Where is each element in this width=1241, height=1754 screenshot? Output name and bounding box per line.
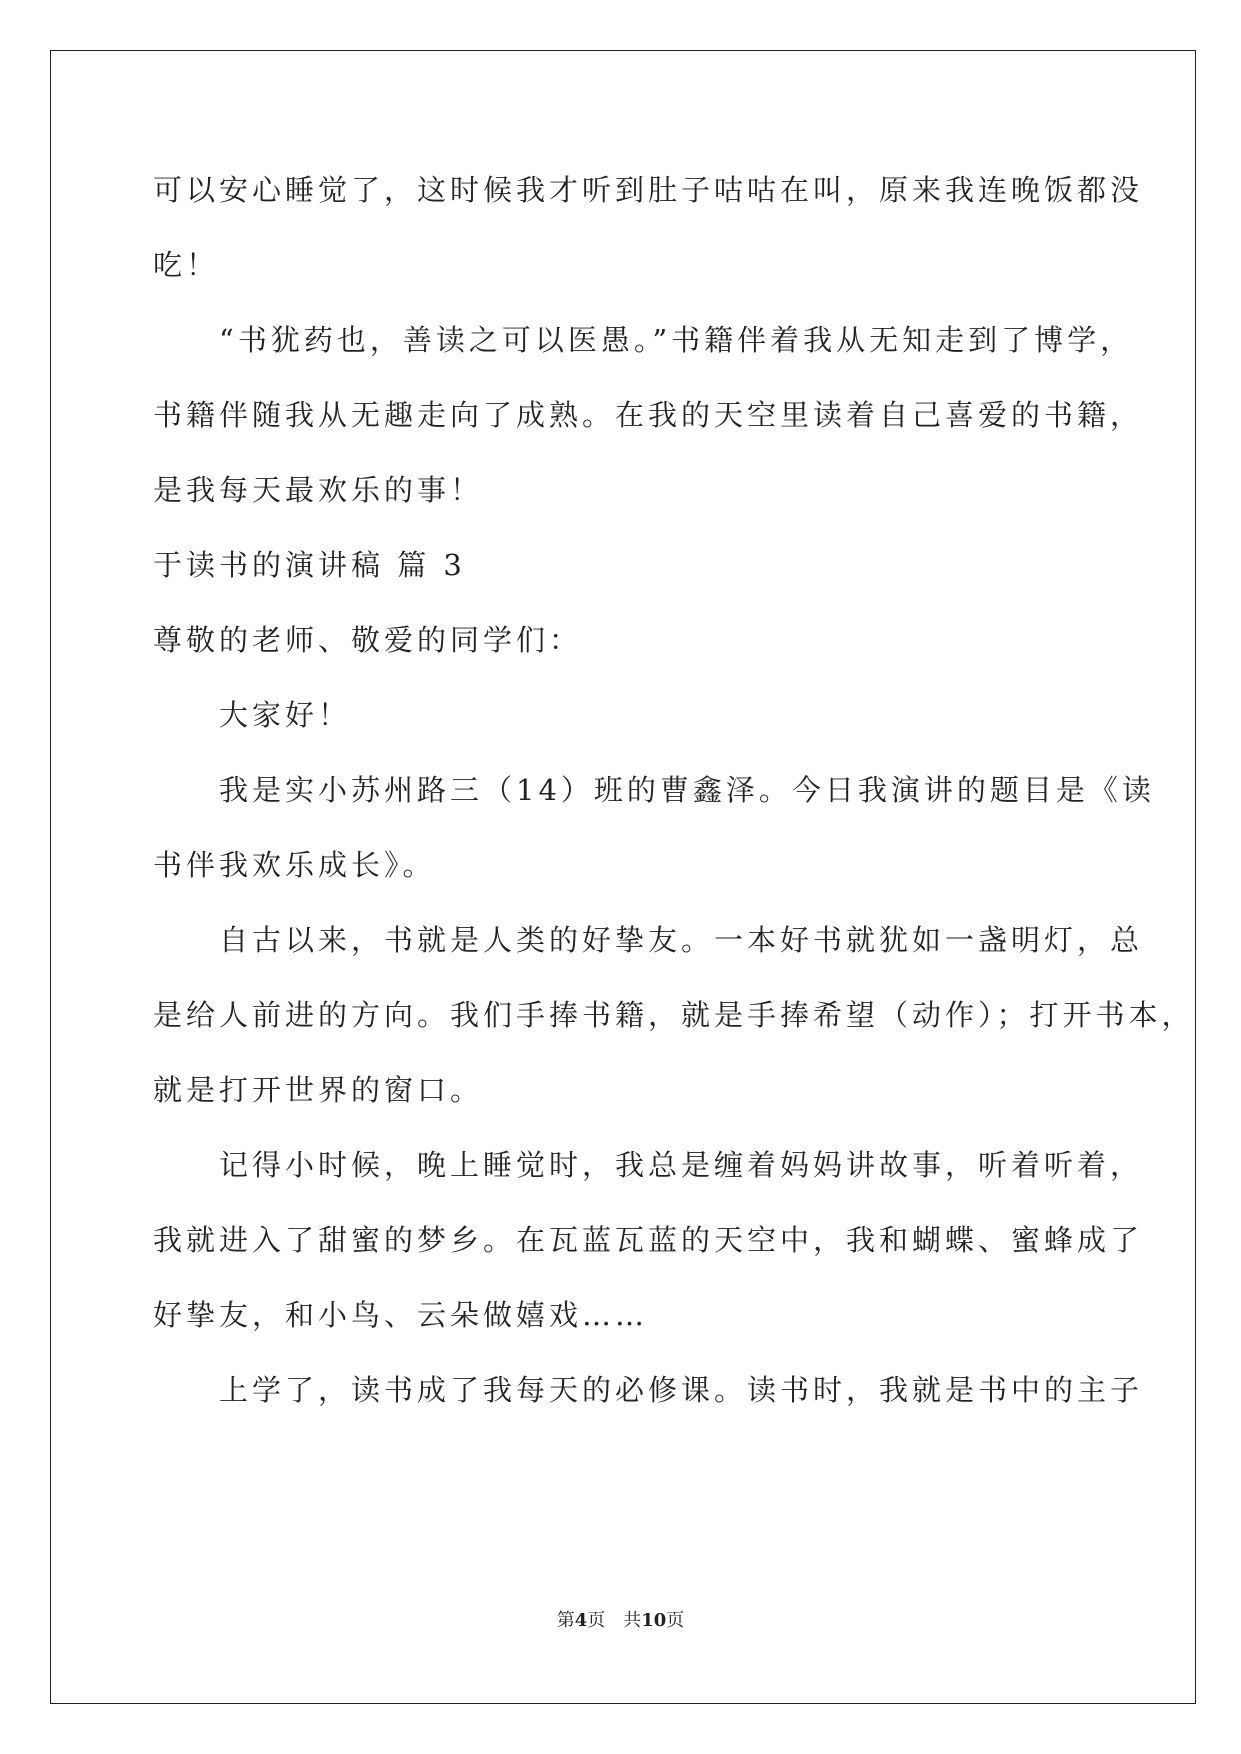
text-line: 就是打开世界的窗口。 xyxy=(153,1073,484,1107)
text-line: 是给人前进的方向。我们手捧书籍，就是手捧希望（动作）；打开书本， xyxy=(153,998,1195,1032)
text-line: 上学了，读书成了我每天的必修课。读书时，我就是书中的主子 xyxy=(153,1373,1144,1407)
text-line: 可以安心睡觉了，这时候我才听到肚子咕咕在叫，原来我连晚饭都没 xyxy=(153,173,1144,207)
salutation: 尊敬的老师、敬爱的同学们： xyxy=(153,623,583,657)
current-page-number: 4 xyxy=(574,1610,588,1631)
text-line: 书伴我欢乐成长》。 xyxy=(153,848,436,882)
text-line: 自古以来，书就是人类的好挚友。一本好书就犹如一盏明灯，总 xyxy=(153,923,1144,957)
text-line: 我是实小苏州路三（14）班的曹鑫泽。今日我演讲的题目是《读 xyxy=(153,773,1155,807)
text-line: 吃！ xyxy=(153,248,220,282)
text-line: 好挚友，和小鸟、云朵做嬉戏…… xyxy=(153,1298,649,1332)
page-footer xyxy=(0,1609,1241,1633)
total-page-count: 10 xyxy=(641,1610,667,1631)
footer-mid: 页 共 xyxy=(587,1610,642,1631)
greeting: 大家好！ xyxy=(153,698,352,732)
section-heading: 于读书的演讲稿 篇 3 xyxy=(153,548,466,582)
text-line: 书籍伴随我从无趣走向了成熟。在我的天空里读着自己喜爱的书籍， xyxy=(153,398,1144,432)
footer-prefix: 第 xyxy=(556,1610,575,1631)
text-line: 是我每天最欢乐的事！ xyxy=(153,473,484,507)
footer-suffix: 页 xyxy=(666,1610,685,1631)
text-line: 记得小时候，晚上睡觉时，我总是缠着妈妈讲故事，听着听着， xyxy=(153,1148,1144,1182)
text-line: “书犹药也，善读之可以医愚。”书籍伴着我从无知走到了博学， xyxy=(153,323,1134,357)
text-line: 我就进入了甜蜜的梦乡。在瓦蓝瓦蓝的天空中，我和蝴蝶、蜜蜂成了 xyxy=(153,1223,1144,1257)
